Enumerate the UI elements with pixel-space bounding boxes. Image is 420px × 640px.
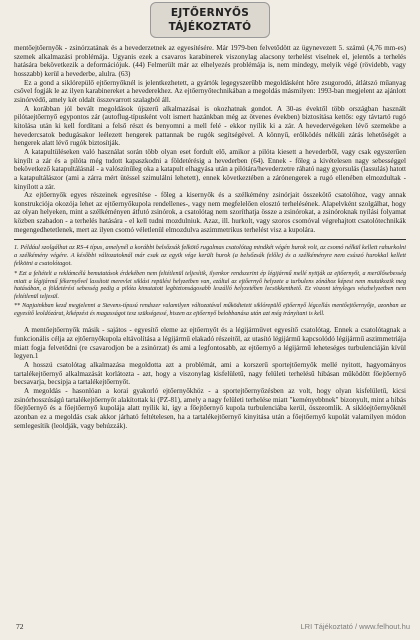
paragraph: A megoldás - hasonlóan a korai gyakorló ejtőernyőkhöz - a sportejtőernyőzésben az volt, hogy olyan kisfelületű, kicsi zsinórhosszúságú tartalékejtőernyőt alakítottak ki (PZ-81), amely a nagy felületi terhelése miatt "keményebbnek" bizonyult, mint a hibás főejtőernyő és a főejtőernyő kupolája alatt nyílik ki, így a főejtőernyő kupola turbulenciába kerül, összeomlik. A siklóejtőernyőknél azonban ez a megoldás csak akkor járható feltételesen, ha a tartalékejtőernyő kinyitása után a főejtőernyő kupolát valamilyen módon semlegesítik (leoldják, vagy behúzzák). (14, 387, 406, 430)
magazine-header-badge (150, 2, 270, 38)
page-number: 72 (16, 622, 24, 631)
footer-source: LRI Tájékoztató / www.felhout.hu (300, 622, 410, 631)
article-body (14, 44, 406, 430)
paragraph: A mentőejtőernyők másik - sajátos - egyesítő eleme az ejtőernyőt és a légijárművet egyesítő csatolótag. Ennek a csatolótagnak a funkcionális célja az ejtőernyőkupola eltávolítása a légijármű elakadó részeitől, az utasító légijármű kapcsolódó légijármű aszimmetriája miatt fogja felvetődni (re csavarodjon be a zsinórzat) és ami a legfontosabb, az ejtőernyő a légijármű leheteséges turbulenciáján kívül legyen.1 (14, 326, 406, 361)
footnote-divider (14, 239, 406, 240)
header-title-line2: TÁJÉKOZTATÓ (168, 21, 252, 33)
header-title-line1: EJTŐERNYŐS (170, 7, 250, 19)
paragraph: Ez a gond a siklórepülő ejtőernyőknél is jelentkezhetett, a gyártók legegyszerűbb megoldásként hőre zsugorodó, átlátszó műanyag csővel fogják le az ilyen karabinereket a hevederekhez. Az ejtőernyőtechnikában a megoldás másmilyen: 1993-ban megjelent az ajánlott zsinórvédő, amely két oldalt összevarrott szalagból áll. (14, 78, 406, 104)
paragraph: mentőejtőernyők - zsinórzatának és a hevederzetnek az egyesítésére. Már 1979-ben felvetődött az ügynevezett 5. számú (4,76 mm-es) szemek alkalmazási problémája. Ugyanis ezek a csavaros karabinerek viszonylag alacsony terhelést viselnek el, jelentős a terhelés hatására bekövetkezik a deformációjuk. (44) Felmerült már az elhelyezés problémája is, nem mindegy, melyik végé (rövidebb, vagy hosszabb) kerül a hevederbe, alulra. (63) (14, 44, 406, 78)
footnote: * Ezt a feltételt a reklámcélú bemutatások érdekében nem feltétlenül teljesítik, ilyenkor rendszerint ép légijármű mellé nyitják az ejtőernyőt, a merülősebesség miatt a légijármű fékernyővel lassított merevlet siklási repülési helyzetben van, ezáltal az ejtőernyő helyzete a turbulens zónához képest nem mutatkozik meg hatásában, a földetérési sebesség pedig a pilóta kimutatott legbiztonságosabb leszálló helyzetében lecsökkenthető. Ez viszont tényleges vészhelyzetben nem feltétlenül teljesül. (14, 271, 406, 300)
paragraph: A hosszú csatolótag alkalmazása megoldotta azt a problémát, ami a korszerű sportejtőernyők mellé nyitott, hagyományos tartalékejtőernyő alkalmazását korlátozta - azt, hogy a viszonylag kisfelületű, nagy felületi terhelésű hibásan működött főejtőernyő becsavarja, becsipja a tartalékejtőernyőt. (14, 361, 406, 387)
paragraph: A katapultüléseken való használat során több olyan eset fordult elő, amikor a pilóta kiesett a hevederből, vagy csak egyszerűen kinyílt a zár és a pilóta még tudott kapaszkodni a földetérésig a hevederben (64). Ennek - főleg a kivételesen nagy sebességgel bekövetkező katapultálásnál - a valószínűleg oka a katapult elhagyása után a pilótára/hevederzetre ráható nagy gyorsulás (lassulás) hatott a katapultálászor (ami a zárra mért ütéssel szimulálni lehetett), ennek következtében a zárónengerek a rugó ellenében elmozdultak - kinyílott a zár. (14, 147, 406, 191)
paragraph: A korábban jól bevált megoldások újszerű alkalmazásai is okozhatnak gondot. A 30-as évektől több országban használt pilótaejtőernyő egypontos zár (autoflug-típusként volt ismert hazánkban még az ötvenes években) biztosítása kettős: egy távtartó rugó kitolása után ki kell fordítani a felső részt és benyomni a mell felé - ekkor nyílik ki a zár. A hevedervégeken lévő szemekbe a hevedercsatok bedugásakor leélezett hengerek pattannak be rugók segítségével. A könnyű, erőlködés nélküli zárás lehetőségét a hengerek alatt lévő rugók biztosítják. (14, 104, 406, 148)
footnote: ** Napjainkban kezd megjelenni a Stevens-típusú rendszer valamilyen változatával működtetett siklórepülő ejtőernyő légcellás mentőejtőernyője, azonban az egyesítő leoldózárat, kiképzést és magasságot tesz szükségessé, hiszen az ejtőernyő belobbanása után azt még irányítani is kell. (14, 303, 406, 317)
paragraph: Az ejtőernyők egyes részeinek egyesítése - főleg a kisernyők és a szélkémény zsinórjait összekötő csatolóhoz, vagy annak konstrukciója okozója lehet az ejtőernyőkupola rendellenes-, vagy nem megfelelően elosztó terhelésének. Alapelvként szolgálhat, hogy az olyan helyeken, mint a szélkéményen átfutó zsinórok, a csatolótag nem szoríthatja össze a zsinórokat, a zsinóroknak nyílási folyamat közben szabadon - a terhelés hatására - el kell tudni mozdulniuk. Azaz, ill. hurkolt, vagy szoros csomóval végrehajtott csatolótechnikák megengedhetetlenek, mert az ilyen csomó véletlenül elmozdulva aszimmetrikus terhelést visz a kupolára. (14, 191, 406, 234)
footnote: 1. Például szolgálhat az RS-4 típus, amelynél a korábbi belsőzsák felkötő rugalmas csatolótag mindkét végén hurok volt, az csomó nélkül kellett rahurkolni a szélkémény végére. A későbbi változatoknál már csak az egyik vége került hurok (a belsőzsák felőle) és a szélkéményre nem csúszó hurokkal kellett felkötni a csatolótagot. (14, 244, 406, 268)
